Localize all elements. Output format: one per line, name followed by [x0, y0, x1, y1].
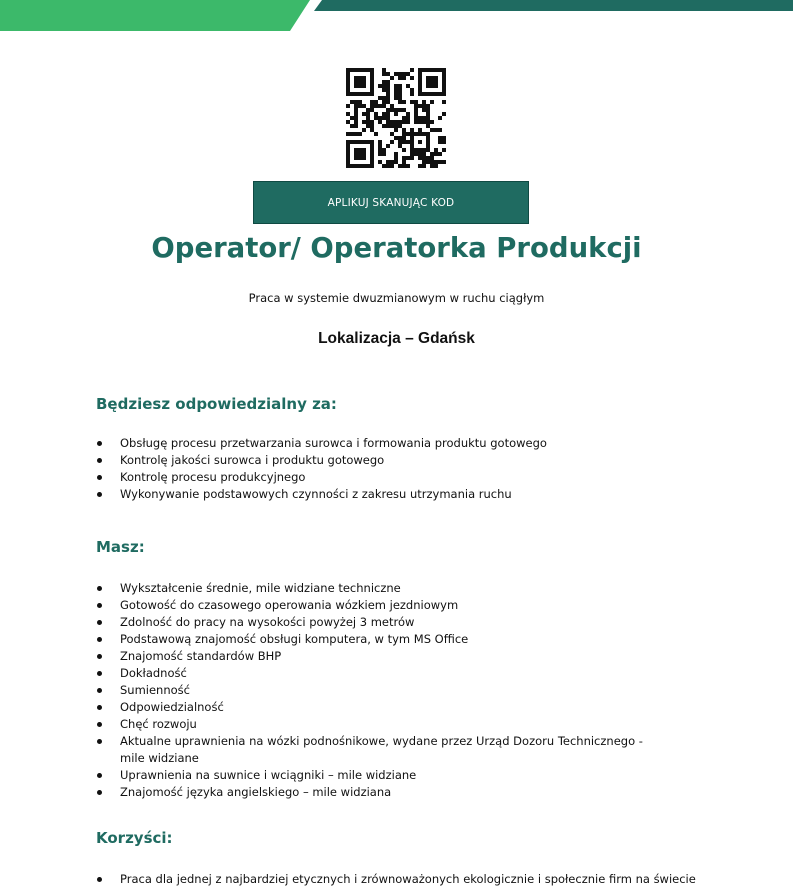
- list-item: Wykonywanie podstawowych czynności z zakresu utrzymania ruchu: [96, 486, 696, 503]
- list-item: Praca dla jednej z najbardziej etycznych i zrównoważonych ekologicznie i społecznie firm na świecie: [96, 871, 776, 888]
- benefits-heading: Korzyści:: [96, 829, 173, 847]
- job-location: Lokalizacja – Gdańsk: [318, 330, 475, 347]
- list-item: Znajomość standardów BHP: [96, 648, 696, 665]
- list-item: Sumienność: [96, 682, 696, 699]
- list-item: Odpowiedzialność: [96, 699, 696, 716]
- list-item: Obsługę procesu przetwarzania surowca i formowania produktu gotowego: [96, 435, 696, 452]
- job-subtitle: Praca w systemie dwuzmianowym w ruchu ciągłym: [248, 291, 545, 305]
- job-title: Operator/ Operatorka Produkcji: [151, 232, 642, 264]
- list-item: Uprawnienia na suwnice i wciągniki – mile widziane: [96, 767, 696, 784]
- list-item: Podstawową znajomość obsługi komputera, w tym MS Office: [96, 631, 696, 648]
- requirements-list: [96, 580, 696, 801]
- list-item: Gotowość do czasowego operowania wózkiem jezdniowym: [96, 597, 696, 614]
- requirements-heading: Masz:: [96, 538, 145, 556]
- list-item: Aktualne uprawnienia na wózki podnośnikowe, wydane przez Urząd Dozoru Technicznego - mile widziane: [96, 733, 660, 767]
- list-item: Kontrolę jakości surowca i produktu gotowego: [96, 452, 696, 469]
- header-band-teal: [314, 0, 793, 11]
- responsibilities-heading: Będziesz odpowiedzialny za:: [96, 395, 337, 413]
- list-item: Chęć rozwoju: [96, 716, 696, 733]
- list-item: Dokładność: [96, 665, 696, 682]
- apply-scan-button[interactable]: APLIKUJ SKANUJĄC KOD: [253, 181, 529, 224]
- responsibilities-list: [96, 435, 696, 503]
- header-band-green: [0, 0, 310, 31]
- header-band: [0, 0, 793, 34]
- list-item: Wykształcenie średnie, mile widziane techniczne: [96, 580, 696, 597]
- list-item: Kontrolę procesu produkcyjnego: [96, 469, 696, 486]
- benefits-list: [96, 871, 776, 888]
- list-item: Znajomość języka angielskiego – mile widziana: [96, 784, 696, 801]
- list-item: Zdolność do pracy na wysokości powyżej 3 metrów: [96, 614, 696, 631]
- qr-code-icon: [346, 68, 446, 168]
